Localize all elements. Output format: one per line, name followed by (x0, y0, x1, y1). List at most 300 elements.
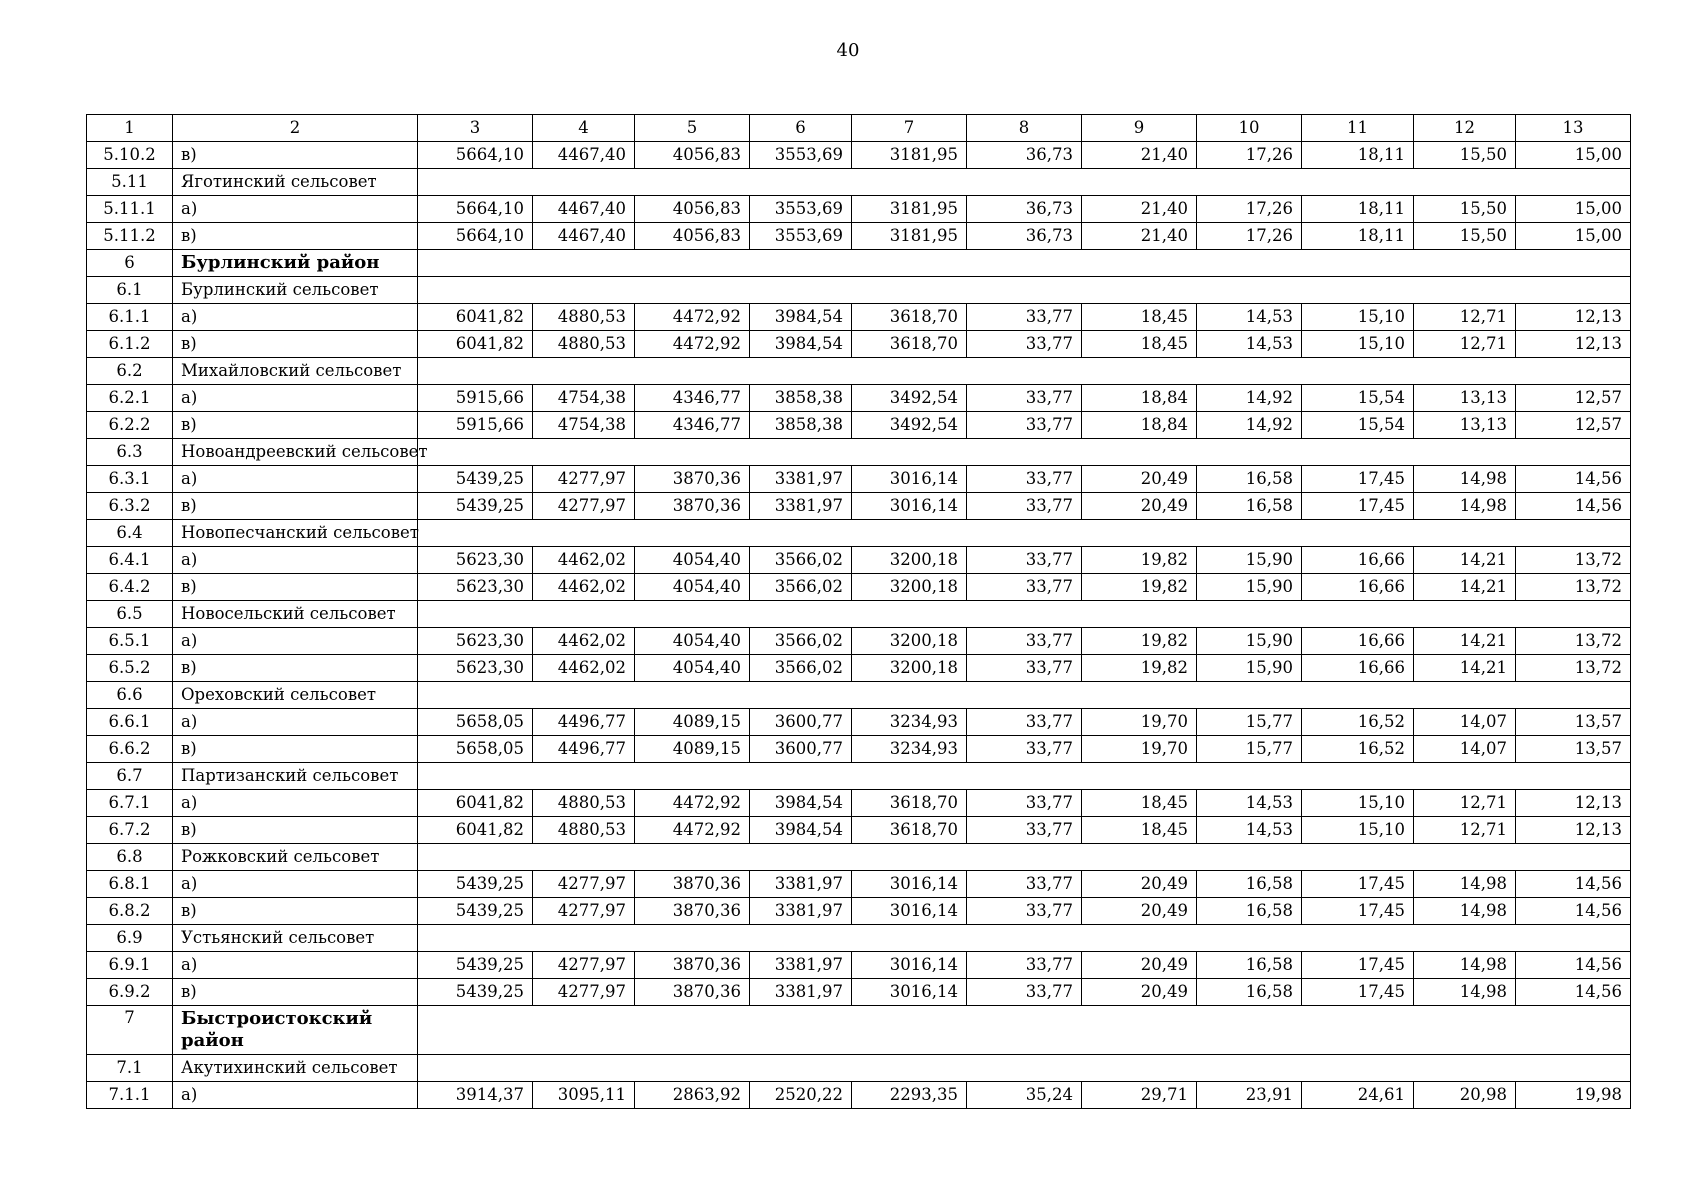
value-cell: 5623,30 (418, 628, 533, 655)
column-header: 8 (967, 115, 1082, 142)
value-cell: 33,77 (967, 709, 1082, 736)
value-cell: 16,66 (1302, 574, 1414, 601)
value-cell: 12,57 (1516, 385, 1631, 412)
settlement-name: Устьянский сельсовет (173, 925, 418, 952)
table-row (87, 304, 1631, 331)
value-cell: 33,77 (967, 898, 1082, 925)
value-cell: 4462,02 (533, 655, 635, 682)
row-label: а) (173, 709, 418, 736)
value-cell: 4056,83 (635, 223, 750, 250)
value-cell: 3234,93 (852, 736, 967, 763)
value-cell: 15,50 (1414, 223, 1516, 250)
value-cell: 36,73 (967, 142, 1082, 169)
settlement-row (87, 1055, 1631, 1082)
value-cell: 3095,11 (533, 1082, 635, 1109)
value-cell: 3984,54 (750, 817, 852, 844)
value-cell: 20,49 (1082, 952, 1197, 979)
value-cell: 4277,97 (533, 898, 635, 925)
row-label: а) (173, 952, 418, 979)
value-cell: 14,98 (1414, 871, 1516, 898)
value-cell: 18,11 (1302, 142, 1414, 169)
value-cell: 15,10 (1302, 790, 1414, 817)
value-cell: 15,10 (1302, 817, 1414, 844)
value-cell: 13,13 (1414, 385, 1516, 412)
row-label: в) (173, 331, 418, 358)
value-cell: 4462,02 (533, 628, 635, 655)
value-cell: 17,45 (1302, 493, 1414, 520)
column-header: 6 (750, 115, 852, 142)
value-cell: 20,49 (1082, 493, 1197, 520)
value-cell: 4496,77 (533, 736, 635, 763)
value-cell: 3016,14 (852, 898, 967, 925)
value-cell: 4054,40 (635, 574, 750, 601)
value-cell: 4472,92 (635, 304, 750, 331)
value-cell: 14,98 (1414, 898, 1516, 925)
settlement-row (87, 925, 1631, 952)
table-row (87, 1082, 1631, 1109)
row-label: а) (173, 628, 418, 655)
value-cell: 36,73 (967, 223, 1082, 250)
table-row (87, 871, 1631, 898)
value-cell: 19,70 (1082, 736, 1197, 763)
row-code: 6.9.1 (87, 952, 173, 979)
value-cell: 15,10 (1302, 304, 1414, 331)
row-code: 6.4.1 (87, 547, 173, 574)
value-cell: 3381,97 (750, 871, 852, 898)
value-cell: 4754,38 (533, 385, 635, 412)
table-row (87, 385, 1631, 412)
value-cell: 3858,38 (750, 412, 852, 439)
value-cell: 3566,02 (750, 655, 852, 682)
value-cell: 20,49 (1082, 871, 1197, 898)
value-cell: 3016,14 (852, 466, 967, 493)
value-cell: 33,77 (967, 628, 1082, 655)
table-row (87, 142, 1631, 169)
value-cell: 14,98 (1414, 493, 1516, 520)
value-cell: 14,98 (1414, 466, 1516, 493)
table-row (87, 466, 1631, 493)
table-row (87, 412, 1631, 439)
row-label: в) (173, 493, 418, 520)
value-cell: 15,10 (1302, 331, 1414, 358)
row-label: в) (173, 223, 418, 250)
value-cell: 18,45 (1082, 331, 1197, 358)
row-code: 6.2.1 (87, 385, 173, 412)
value-cell: 14,21 (1414, 628, 1516, 655)
value-cell: 12,13 (1516, 304, 1631, 331)
value-cell: 15,90 (1197, 628, 1302, 655)
value-cell: 33,77 (967, 547, 1082, 574)
value-cell: 14,98 (1414, 979, 1516, 1006)
value-cell: 21,40 (1082, 142, 1197, 169)
value-cell: 18,45 (1082, 304, 1197, 331)
value-cell: 14,53 (1197, 331, 1302, 358)
row-code: 6.1 (87, 277, 173, 304)
row-code: 6.8 (87, 844, 173, 871)
value-cell: 4472,92 (635, 790, 750, 817)
value-cell: 14,56 (1516, 871, 1631, 898)
value-cell: 20,98 (1414, 1082, 1516, 1109)
value-cell: 4754,38 (533, 412, 635, 439)
table-row (87, 709, 1631, 736)
value-cell: 20,49 (1082, 466, 1197, 493)
value-cell: 12,71 (1414, 790, 1516, 817)
row-label: в) (173, 736, 418, 763)
row-code: 6.4.2 (87, 574, 173, 601)
row-code: 7.1.1 (87, 1082, 173, 1109)
column-header: 5 (635, 115, 750, 142)
value-cell: 15,54 (1302, 385, 1414, 412)
value-cell: 5623,30 (418, 655, 533, 682)
value-cell: 23,91 (1197, 1082, 1302, 1109)
column-header: 11 (1302, 115, 1414, 142)
value-cell: 3492,54 (852, 385, 967, 412)
value-cell: 17,45 (1302, 979, 1414, 1006)
value-cell: 5439,25 (418, 493, 533, 520)
settlement-row (87, 844, 1631, 871)
settlement-row (87, 277, 1631, 304)
value-cell: 33,77 (967, 952, 1082, 979)
value-cell: 3984,54 (750, 304, 852, 331)
value-cell: 16,58 (1197, 952, 1302, 979)
row-code: 6.3 (87, 439, 173, 466)
value-cell: 4467,40 (533, 223, 635, 250)
row-code: 6.8.1 (87, 871, 173, 898)
table-row (87, 574, 1631, 601)
value-cell: 16,66 (1302, 628, 1414, 655)
row-code: 6.3.2 (87, 493, 173, 520)
value-cell: 16,58 (1197, 493, 1302, 520)
row-code: 6.6.1 (87, 709, 173, 736)
value-cell: 33,77 (967, 871, 1082, 898)
value-cell: 4277,97 (533, 952, 635, 979)
value-cell: 3914,37 (418, 1082, 533, 1109)
value-cell: 19,82 (1082, 628, 1197, 655)
value-cell: 15,00 (1516, 196, 1631, 223)
row-label: а) (173, 547, 418, 574)
value-cell: 16,58 (1197, 898, 1302, 925)
empty-span-cell (418, 250, 1631, 277)
value-cell: 17,26 (1197, 142, 1302, 169)
value-cell: 3984,54 (750, 331, 852, 358)
value-cell: 33,77 (967, 574, 1082, 601)
district-name: Быстроистокский район (173, 1006, 418, 1055)
tariff-table (86, 114, 1631, 1109)
value-cell: 12,13 (1516, 331, 1631, 358)
value-cell: 4277,97 (533, 979, 635, 1006)
table-row (87, 817, 1631, 844)
value-cell: 3492,54 (852, 412, 967, 439)
value-cell: 17,26 (1197, 196, 1302, 223)
settlement-name: Партизанский сельсовет (173, 763, 418, 790)
value-cell: 20,49 (1082, 898, 1197, 925)
value-cell: 3016,14 (852, 871, 967, 898)
value-cell: 4054,40 (635, 655, 750, 682)
value-cell: 3600,77 (750, 736, 852, 763)
value-cell: 14,56 (1516, 898, 1631, 925)
table-row (87, 223, 1631, 250)
row-code: 6.6.2 (87, 736, 173, 763)
row-label: а) (173, 790, 418, 817)
value-cell: 12,71 (1414, 331, 1516, 358)
value-cell: 33,77 (967, 466, 1082, 493)
value-cell: 13,72 (1516, 655, 1631, 682)
value-cell: 13,72 (1516, 547, 1631, 574)
column-header: 4 (533, 115, 635, 142)
value-cell: 33,77 (967, 412, 1082, 439)
settlement-row (87, 358, 1631, 385)
table-row (87, 331, 1631, 358)
value-cell: 15,90 (1197, 547, 1302, 574)
empty-span-cell (418, 358, 1631, 385)
column-header: 13 (1516, 115, 1631, 142)
value-cell: 5623,30 (418, 547, 533, 574)
value-cell: 3870,36 (635, 493, 750, 520)
value-cell: 3618,70 (852, 790, 967, 817)
value-cell: 12,57 (1516, 412, 1631, 439)
settlement-name: Новосельский сельсовет (173, 601, 418, 628)
value-cell: 17,45 (1302, 466, 1414, 493)
value-cell: 5439,25 (418, 952, 533, 979)
row-label: в) (173, 655, 418, 682)
value-cell: 16,66 (1302, 655, 1414, 682)
value-cell: 5664,10 (418, 142, 533, 169)
value-cell: 3566,02 (750, 628, 852, 655)
value-cell: 3181,95 (852, 223, 967, 250)
value-cell: 4880,53 (533, 331, 635, 358)
value-cell: 4467,40 (533, 196, 635, 223)
value-cell: 16,52 (1302, 709, 1414, 736)
value-cell: 13,57 (1516, 736, 1631, 763)
value-cell: 2863,92 (635, 1082, 750, 1109)
value-cell: 3381,97 (750, 493, 852, 520)
value-cell: 19,70 (1082, 709, 1197, 736)
value-cell: 13,72 (1516, 628, 1631, 655)
value-cell: 18,11 (1302, 196, 1414, 223)
value-cell: 6041,82 (418, 817, 533, 844)
row-label: а) (173, 466, 418, 493)
value-cell: 3016,14 (852, 979, 967, 1006)
value-cell: 17,45 (1302, 871, 1414, 898)
value-cell: 5915,66 (418, 412, 533, 439)
table-row (87, 493, 1631, 520)
value-cell: 14,21 (1414, 547, 1516, 574)
row-label: в) (173, 979, 418, 1006)
row-code: 6.5 (87, 601, 173, 628)
column-header: 2 (173, 115, 418, 142)
row-label: в) (173, 574, 418, 601)
value-cell: 5664,10 (418, 223, 533, 250)
value-cell: 3381,97 (750, 952, 852, 979)
settlement-name: Ореховский сельсовет (173, 682, 418, 709)
empty-span-cell (418, 682, 1631, 709)
value-cell: 33,77 (967, 655, 1082, 682)
value-cell: 36,73 (967, 196, 1082, 223)
value-cell: 4277,97 (533, 871, 635, 898)
empty-span-cell (418, 763, 1631, 790)
value-cell: 33,77 (967, 304, 1082, 331)
settlement-name: Новопесчанский сельсовет (173, 520, 418, 547)
row-label: а) (173, 304, 418, 331)
value-cell: 14,56 (1516, 493, 1631, 520)
row-label: в) (173, 142, 418, 169)
table-row (87, 979, 1631, 1006)
value-cell: 3016,14 (852, 952, 967, 979)
empty-span-cell (418, 169, 1631, 196)
value-cell: 14,98 (1414, 952, 1516, 979)
value-cell: 5915,66 (418, 385, 533, 412)
empty-span-cell (418, 1055, 1631, 1082)
row-code: 6.5.2 (87, 655, 173, 682)
table-row (87, 952, 1631, 979)
row-label: а) (173, 1082, 418, 1109)
value-cell: 3870,36 (635, 871, 750, 898)
row-code: 6.2.2 (87, 412, 173, 439)
empty-span-cell (418, 439, 1631, 466)
row-label: в) (173, 412, 418, 439)
value-cell: 3566,02 (750, 574, 852, 601)
row-code: 6.9 (87, 925, 173, 952)
settlement-name: Новоандреевский сельсовет (173, 439, 418, 466)
value-cell: 3984,54 (750, 790, 852, 817)
value-cell: 5623,30 (418, 574, 533, 601)
value-cell: 20,49 (1082, 979, 1197, 1006)
column-header: 1 (87, 115, 173, 142)
row-label: в) (173, 817, 418, 844)
row-code: 5.11.1 (87, 196, 173, 223)
value-cell: 13,57 (1516, 709, 1631, 736)
table-row (87, 547, 1631, 574)
value-cell: 19,82 (1082, 655, 1197, 682)
value-cell: 4277,97 (533, 493, 635, 520)
value-cell: 17,45 (1302, 898, 1414, 925)
value-cell: 3618,70 (852, 817, 967, 844)
value-cell: 4472,92 (635, 331, 750, 358)
row-code: 6.5.1 (87, 628, 173, 655)
column-header: 3 (418, 115, 533, 142)
row-code: 6.4 (87, 520, 173, 547)
value-cell: 19,98 (1516, 1082, 1631, 1109)
value-cell: 5658,05 (418, 709, 533, 736)
row-code: 6.1.1 (87, 304, 173, 331)
value-cell: 17,45 (1302, 952, 1414, 979)
row-code: 6.7 (87, 763, 173, 790)
value-cell: 29,71 (1082, 1082, 1197, 1109)
row-code: 6 (87, 250, 173, 277)
table-row (87, 736, 1631, 763)
header-row (87, 115, 1631, 142)
empty-span-cell (418, 844, 1631, 871)
value-cell: 3858,38 (750, 385, 852, 412)
value-cell: 5439,25 (418, 871, 533, 898)
settlement-row (87, 439, 1631, 466)
value-cell: 3870,36 (635, 898, 750, 925)
value-cell: 14,53 (1197, 304, 1302, 331)
settlement-name: Михайловский сельсовет (173, 358, 418, 385)
row-code: 5.11 (87, 169, 173, 196)
value-cell: 15,00 (1516, 223, 1631, 250)
row-code: 6.6 (87, 682, 173, 709)
value-cell: 14,07 (1414, 709, 1516, 736)
row-code: 6.7.1 (87, 790, 173, 817)
value-cell: 6041,82 (418, 304, 533, 331)
table-row (87, 196, 1631, 223)
value-cell: 14,53 (1197, 817, 1302, 844)
value-cell: 6041,82 (418, 331, 533, 358)
value-cell: 33,77 (967, 385, 1082, 412)
settlement-row (87, 601, 1631, 628)
value-cell: 15,90 (1197, 574, 1302, 601)
value-cell: 19,82 (1082, 574, 1197, 601)
value-cell: 14,21 (1414, 655, 1516, 682)
value-cell: 12,13 (1516, 817, 1631, 844)
value-cell: 3200,18 (852, 628, 967, 655)
value-cell: 12,71 (1414, 817, 1516, 844)
value-cell: 15,00 (1516, 142, 1631, 169)
empty-span-cell (418, 1006, 1631, 1055)
table-row (87, 655, 1631, 682)
column-header: 10 (1197, 115, 1302, 142)
value-cell: 2520,22 (750, 1082, 852, 1109)
column-header: 7 (852, 115, 967, 142)
value-cell: 5439,25 (418, 979, 533, 1006)
value-cell: 33,77 (967, 790, 1082, 817)
value-cell: 16,58 (1197, 871, 1302, 898)
value-cell: 14,56 (1516, 952, 1631, 979)
value-cell: 12,71 (1414, 304, 1516, 331)
value-cell: 18,45 (1082, 817, 1197, 844)
settlement-row (87, 520, 1631, 547)
value-cell: 14,56 (1516, 466, 1631, 493)
row-label: а) (173, 196, 418, 223)
value-cell: 3016,14 (852, 493, 967, 520)
value-cell: 33,77 (967, 736, 1082, 763)
value-cell: 4346,77 (635, 412, 750, 439)
settlement-name: Акутихинский сельсовет (173, 1055, 418, 1082)
value-cell: 4467,40 (533, 142, 635, 169)
value-cell: 5664,10 (418, 196, 533, 223)
value-cell: 3381,97 (750, 466, 852, 493)
row-code: 7.1 (87, 1055, 173, 1082)
row-code: 6.3.1 (87, 466, 173, 493)
value-cell: 3381,97 (750, 979, 852, 1006)
value-cell: 4054,40 (635, 547, 750, 574)
value-cell: 14,21 (1414, 574, 1516, 601)
table-row (87, 790, 1631, 817)
value-cell: 15,77 (1197, 736, 1302, 763)
settlement-row (87, 169, 1631, 196)
value-cell: 3618,70 (852, 331, 967, 358)
value-cell: 4089,15 (635, 709, 750, 736)
value-cell: 3870,36 (635, 979, 750, 1006)
column-header: 12 (1414, 115, 1516, 142)
value-cell: 3618,70 (852, 304, 967, 331)
settlement-row (87, 763, 1631, 790)
value-cell: 3200,18 (852, 655, 967, 682)
row-code: 6.2 (87, 358, 173, 385)
value-cell: 3234,93 (852, 709, 967, 736)
value-cell: 4462,02 (533, 547, 635, 574)
value-cell: 3553,69 (750, 142, 852, 169)
empty-span-cell (418, 925, 1631, 952)
value-cell: 5439,25 (418, 898, 533, 925)
value-cell: 21,40 (1082, 223, 1197, 250)
district-name: Бурлинский район (173, 250, 418, 277)
settlement-row (87, 682, 1631, 709)
value-cell: 4056,83 (635, 142, 750, 169)
row-code: 6.1.2 (87, 331, 173, 358)
value-cell: 14,53 (1197, 790, 1302, 817)
